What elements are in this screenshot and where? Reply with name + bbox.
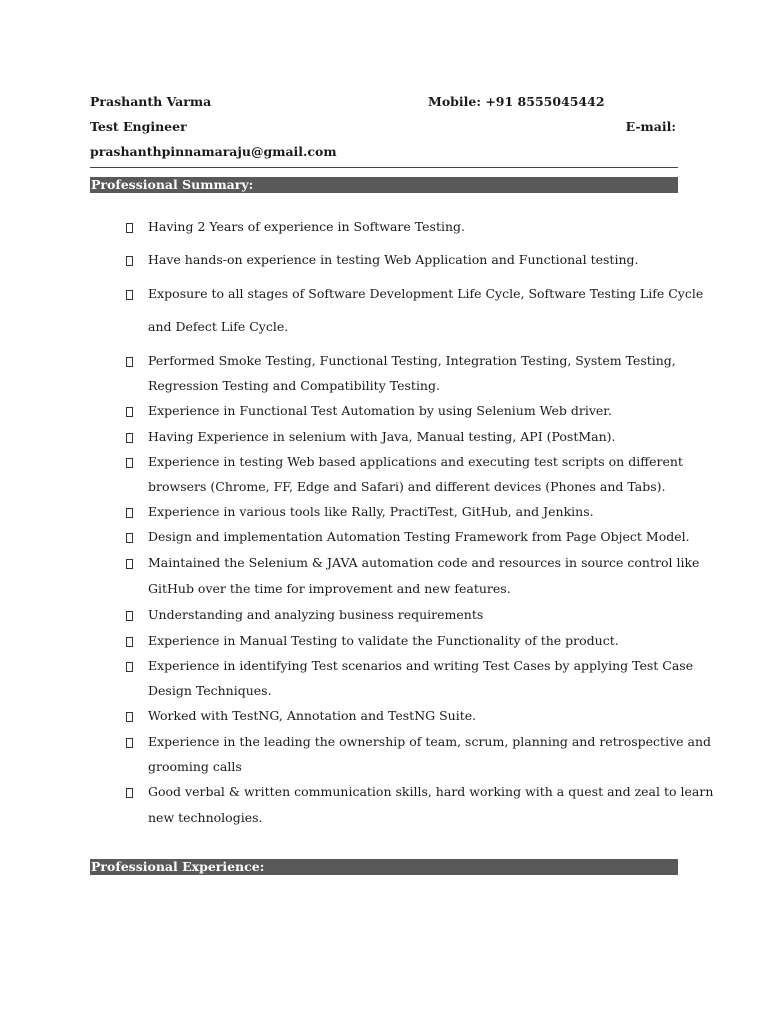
summary-item-text: Exposure to all stages of Software Development Life Cycle, Software Testing Life Cycle [148,286,704,301]
bullet-box-icon [126,712,133,722]
section-heading-professional-summary: Professional Summary: [90,177,678,193]
summary-item-text: Design Techniques. [148,683,272,698]
summary-item-text: Experience in Functional Test Automation by using Selenium Web driver. [148,403,612,418]
bullet-box-icon [126,290,133,300]
summary-item-text: Experience in testing Web based applications and executing test scripts on different [148,454,683,469]
summary-item-text: Having Experience in selenium with Java, Manual testing, API (PostMan). [148,429,616,444]
summary-item-text: and Defect Life Cycle. [148,319,289,334]
summary-item-text: grooming calls [148,759,242,774]
bullet-box-icon [126,662,133,672]
summary-item-text: Experience in various tools like Rally, PractiTest, GitHub, and Jenkins. [148,504,594,519]
summary-item-text: Experience in identifying Test scenarios and writing Test Cases by applying Test Case [148,658,694,673]
mobile-number: Mobile: +91 8555045442 [428,94,605,109]
bullet-box-icon [126,738,133,748]
bullet-box-icon [126,637,133,647]
job-title: Test Engineer [90,119,187,134]
summary-item-text: Having 2 Years of experience in Software Testing. [148,219,465,234]
summary-item-text: Design and implementation Automation Testing Framework from Page Object Model. [148,529,690,544]
summary-item-text: Good verbal & written communication skills, hard working with a quest and zeal to learn [148,784,714,799]
bullet-box-icon [126,611,133,621]
bullet-box-icon [126,458,133,468]
summary-item-text: Regression Testing and Compatibility Testing. [148,378,440,393]
bullet-box-icon [126,433,133,443]
summary-item-text: browsers (Chrome, FF, Edge and Safari) and different devices (Phones and Tabs). [148,479,666,494]
bullet-box-icon [126,788,133,798]
summary-item-text: Experience in the leading the ownership of team, scrum, planning and retrospective and [148,734,712,749]
email-address[interactable]: prashanthpinnamaraju@gmail.com [90,144,337,159]
summary-item-text: Performed Smoke Testing, Functional Testing, Integration Testing, System Testing, [148,353,676,368]
bullet-box-icon [126,357,133,367]
summary-item-text: new technologies. [148,810,263,825]
summary-item-text: Have hands-on experience in testing Web Application and Functional testing. [148,252,639,267]
candidate-name: Prashanth Varma [90,94,212,109]
summary-item-text: Experience in Manual Testing to validate the Functionality of the product. [148,633,619,648]
bullet-box-icon [126,533,133,543]
bullet-box-icon [126,559,133,569]
bullet-box-icon [126,223,133,233]
bullet-box-icon [126,407,133,417]
bullet-box-icon [126,256,133,266]
summary-item-text: Worked with TestNG, Annotation and TestNG Suite. [148,708,477,723]
bullet-box-icon [126,508,133,518]
section-heading-professional-experience: Professional Experience: [90,859,678,875]
email-label: E-mail: [625,119,676,134]
summary-item-text: Understanding and analyzing business requirements [148,607,484,622]
summary-item-text: GitHub over the time for improvement and new features. [148,581,511,596]
header-divider [90,167,678,168]
summary-item-text: Maintained the Selenium & JAVA automation code and resources in source control like [148,555,700,570]
